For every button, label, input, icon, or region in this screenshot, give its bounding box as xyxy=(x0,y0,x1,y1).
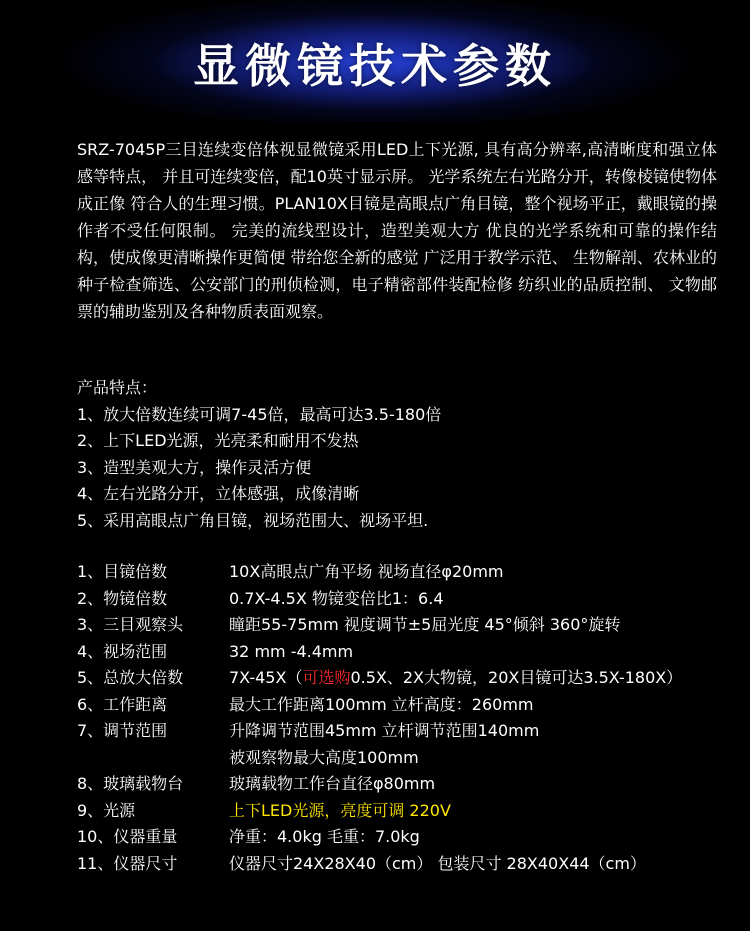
spec-value: 净重：4.0kg 毛重：7.0kg xyxy=(229,827,420,846)
spec-row xyxy=(77,718,737,745)
spec-row-continuation xyxy=(77,745,737,772)
light-source-value: 上下LED光源，亮度可调 220V xyxy=(229,800,451,820)
spec-label: 8、玻璃载物台 xyxy=(77,774,184,793)
spec-row xyxy=(77,692,737,719)
spec-row xyxy=(77,798,737,825)
page-title: 显微镜技术参数 xyxy=(193,39,557,93)
spec-row xyxy=(77,612,737,639)
spec-row xyxy=(77,639,737,666)
spec-label: 9、光源 xyxy=(77,800,136,820)
spec-row xyxy=(77,771,737,798)
feature-item: 5、采用高眼点广角目镜，视场范围大、视场平坦. xyxy=(77,510,429,530)
intro-paragraph: SRZ-7045P三目连续变倍体视显微镜采用LED上下光源, 具有高分辨率,高清晰度和强立体感等特点， 并且可连续变倍，配10英寸显示屏。 光学系统左右光路分开，转像棱镜使物体成正像 符合人的生理习惯。PLAN10X目镜是高眼点广角目镜，整个视场平正，戴眼镜的操作者不受任何限制。 完美的流线型设计，造型美观大方 优良的光学系统和可靠的操作结构，使成像更清晰操作更简便 带给您全新的感觉 广泛用于教学示范、 生物解剖、农林业的种子检查筛选、公安部门的刑侦检测，电子精密部件装配检修 纺织业的品质控制、 文物邮票的辅助鉴别及各种物质表面观察。 xyxy=(77,140,717,321)
feature-item: 1、放大倍数连续可调7-45倍，最高可达3.5-180倍 xyxy=(77,404,442,424)
spec-row xyxy=(77,586,737,613)
spec-label: 7、调节范围 xyxy=(77,721,168,740)
spec-value xyxy=(229,665,737,692)
spec-label: 2、物镜倍数 xyxy=(77,588,168,608)
specs-table xyxy=(77,559,737,877)
spec-label: 10、仪器重量 xyxy=(77,827,178,846)
feature-item: 4、左右光路分开，立体感强，成像清晰 xyxy=(77,484,360,503)
spec-row xyxy=(77,559,737,586)
spec-row xyxy=(77,824,737,851)
spec-value: 仪器尺寸24X28X40（cm） 包装尺寸 28X40X44（cm） xyxy=(229,853,646,873)
title-banner xyxy=(0,0,750,122)
spec-label: 3、三目观察头 xyxy=(77,615,184,634)
spec-label: 11、仪器尺寸 xyxy=(77,853,178,873)
spec-label: 6、工作距离 xyxy=(77,694,168,714)
spec-value-text: 7X-45X（ xyxy=(229,668,303,687)
spec-value: 玻璃载物工作台直径φ80mm xyxy=(229,774,436,793)
spec-value: 最大工作距离100mm 立杆高度：260mm xyxy=(229,694,534,714)
spec-row xyxy=(77,851,737,878)
spec-label: 5、总放大倍数 xyxy=(77,668,184,687)
spec-value: 10X高眼点广角平场 视场直径φ20mm xyxy=(229,562,504,581)
spec-label: 1、目镜倍数 xyxy=(77,562,168,581)
features-heading: 产品特点： xyxy=(77,378,158,397)
spec-value: 升降调节范围45mm 立杆调节范围140mm xyxy=(229,721,540,740)
spec-label: 4、视场范围 xyxy=(77,641,168,661)
spec-value: 32 mm -4.4mm xyxy=(229,641,354,661)
spec-row xyxy=(77,665,737,692)
spec-value: 瞳距55-75mm 视度调节±5屈光度 45°倾斜 360°旋转 xyxy=(229,615,621,634)
spec-value: 被观察物最大高度100mm xyxy=(229,747,419,767)
features-section xyxy=(77,375,717,534)
optional-purchase-highlight: 可选购 xyxy=(302,668,351,687)
spec-value: 0.7X-4.5X 物镜变倍比1：6.4 xyxy=(229,588,444,608)
feature-item: 3、造型美观大方，操作灵活方便 xyxy=(77,457,312,477)
feature-item: 2、上下LED光源，光亮柔和耐用不发热 xyxy=(77,431,359,450)
spec-label-empty xyxy=(77,745,229,772)
spec-value-text: 0.5X、2X大物镜，20X目镜可达3.5X-180X） xyxy=(350,668,683,687)
